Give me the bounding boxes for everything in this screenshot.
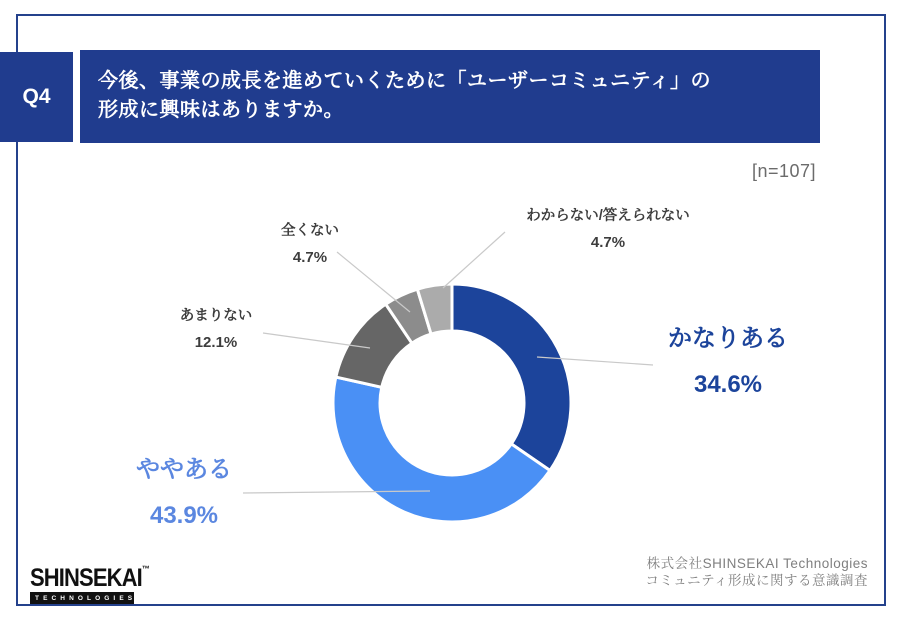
leader-lines <box>243 232 653 493</box>
source-line-1: 株式会社SHINSEKAI Technologies <box>646 556 868 571</box>
chart-label-amari-nai-pct: 12.1% <box>194 334 238 351</box>
source-attribution <box>645 555 868 589</box>
shinsekai-logo <box>30 556 150 604</box>
chart-label-amari-nai-text: あまりない <box>179 308 253 324</box>
chart-label-mattaku-nai-pct: 4.7% <box>292 249 328 266</box>
question-text-line2: 形成に興味はありますか。 <box>98 99 344 121</box>
chart-label-amari-nai <box>146 308 286 351</box>
chart-label-wakaranai <box>498 208 718 251</box>
chart-label-yaya-aru-pct: 43.9% <box>149 502 219 529</box>
logo-tm-mark: ™ <box>141 564 150 574</box>
logo-technologies-bar: TECHNOLOGIES <box>30 592 134 604</box>
sample-size-label: [n=107] <box>751 161 817 181</box>
chart-label-kanari-aru-pct: 34.6% <box>693 371 763 398</box>
question-text-line1: 今後、事業の成長を進めていくために「ユーザーコミュニティ」の <box>98 70 711 92</box>
donut-slice-1 <box>333 377 550 522</box>
chart-label-kanari-aru <box>608 325 848 399</box>
chart-label-wakaranai-pct: 4.7% <box>590 234 626 251</box>
question-number-label: Q4 <box>22 85 51 108</box>
chart-label-wakaranai-text: わからない/答えられない <box>526 208 690 224</box>
chart-label-yaya-aru-text: ややある <box>136 456 232 483</box>
source-line-2: コミュニティ形成に関する意識調査 <box>645 573 868 588</box>
chart-label-mattaku-nai-text: 全くない <box>281 223 339 239</box>
logo-wordmark-text: SHINSEKAI <box>30 564 142 592</box>
leader-line-4 <box>443 232 505 288</box>
chart-label-kanari-aru-text: かなりある <box>668 325 788 352</box>
donut-slices <box>333 284 571 522</box>
chart-label-yaya-aru <box>64 456 304 530</box>
chart-label-mattaku-nai <box>240 223 380 266</box>
logo-wordmark <box>30 556 150 592</box>
